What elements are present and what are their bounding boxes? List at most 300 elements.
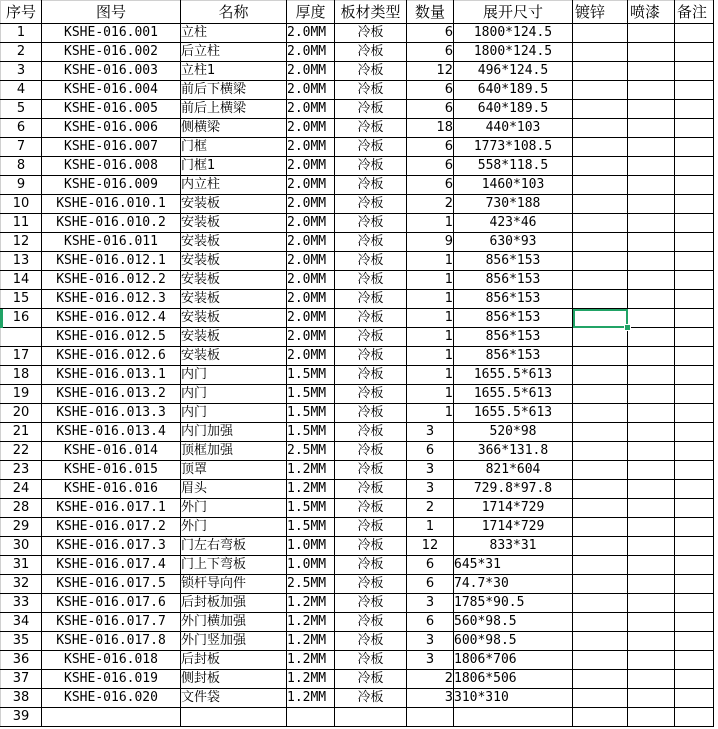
cell-size[interactable]: 856*153 xyxy=(454,347,573,366)
cell-material[interactable]: 冷板 xyxy=(335,689,407,708)
cell-qty[interactable] xyxy=(407,708,454,727)
cell-paint[interactable] xyxy=(628,613,675,632)
cell-qty[interactable]: 1 xyxy=(407,328,454,347)
cell-name[interactable]: 内门 xyxy=(181,366,287,385)
cell-thickness[interactable]: 2.0MM xyxy=(287,176,335,195)
cell-name[interactable]: 立柱 xyxy=(181,24,287,43)
cell-qty[interactable]: 6 xyxy=(407,81,454,100)
cell-remark[interactable] xyxy=(675,613,714,632)
cell-qty[interactable]: 6 xyxy=(407,138,454,157)
cell-seq[interactable]: 37 xyxy=(1,670,42,689)
cell-remark[interactable] xyxy=(675,252,714,271)
cell-seq[interactable]: 34 xyxy=(1,613,42,632)
cell-thickness[interactable]: 1.2MM xyxy=(287,594,335,613)
cell-galvanize[interactable] xyxy=(573,214,628,233)
cell-qty[interactable]: 2 xyxy=(407,499,454,518)
cell-galvanize[interactable] xyxy=(573,328,628,347)
cell-paint[interactable] xyxy=(628,423,675,442)
cell-name[interactable]: 安装板 xyxy=(181,233,287,252)
cell-qty[interactable]: 6 xyxy=(407,176,454,195)
cell-remark[interactable] xyxy=(675,708,714,727)
cell-seq[interactable]: 4 xyxy=(1,81,42,100)
cell-code[interactable]: KSHE-016.017.4 xyxy=(42,556,181,575)
cell-seq[interactable]: 38 xyxy=(1,689,42,708)
cell-remark[interactable] xyxy=(675,347,714,366)
cell-material[interactable]: 冷板 xyxy=(335,157,407,176)
cell-qty[interactable]: 6 xyxy=(407,556,454,575)
cell-paint[interactable] xyxy=(628,290,675,309)
cell-galvanize[interactable] xyxy=(573,613,628,632)
cell-qty[interactable]: 1 xyxy=(407,271,454,290)
cell-galvanize[interactable] xyxy=(573,537,628,556)
cell-material[interactable]: 冷板 xyxy=(335,233,407,252)
cell-code[interactable]: KSHE-016.013.3 xyxy=(42,404,181,423)
cell-remark[interactable] xyxy=(675,119,714,138)
cell-name[interactable]: 内立柱 xyxy=(181,176,287,195)
cell-galvanize[interactable] xyxy=(573,594,628,613)
fill-handle[interactable] xyxy=(624,324,631,331)
cell-remark[interactable] xyxy=(675,62,714,81)
cell-size[interactable]: 730*188 xyxy=(454,195,573,214)
cell-material[interactable]: 冷板 xyxy=(335,651,407,670)
header-qty[interactable]: 数量 xyxy=(407,1,454,24)
cell-remark[interactable] xyxy=(675,309,714,328)
cell-thickness[interactable]: 2.0MM xyxy=(287,81,335,100)
cell-galvanize[interactable] xyxy=(573,670,628,689)
cell-size[interactable]: 1655.5*613 xyxy=(454,404,573,423)
cell-qty[interactable]: 6 xyxy=(407,157,454,176)
cell-seq[interactable]: 3 xyxy=(1,62,42,81)
cell-remark[interactable] xyxy=(675,632,714,651)
cell-galvanize[interactable] xyxy=(573,233,628,252)
cell-galvanize[interactable] xyxy=(573,157,628,176)
cell-size[interactable]: 1460*103 xyxy=(454,176,573,195)
cell-thickness[interactable]: 1.2MM xyxy=(287,632,335,651)
cell-thickness[interactable]: 1.5MM xyxy=(287,423,335,442)
cell-thickness[interactable]: 2.0MM xyxy=(287,138,335,157)
cell-galvanize[interactable] xyxy=(573,290,628,309)
cell-seq[interactable]: 23 xyxy=(1,461,42,480)
cell-material[interactable]: 冷板 xyxy=(335,309,407,328)
cell-galvanize[interactable] xyxy=(573,385,628,404)
cell-code[interactable]: KSHE-016.017.3 xyxy=(42,537,181,556)
cell-code[interactable]: KSHE-016.007 xyxy=(42,138,181,157)
cell-galvanize[interactable] xyxy=(573,632,628,651)
cell-galvanize[interactable] xyxy=(573,423,628,442)
header-galvanize[interactable]: 镀锌 xyxy=(573,1,628,24)
cell-code[interactable]: KSHE-016.009 xyxy=(42,176,181,195)
cell-material[interactable]: 冷板 xyxy=(335,499,407,518)
cell-name[interactable]: 后封板加强 xyxy=(181,594,287,613)
cell-galvanize[interactable] xyxy=(573,81,628,100)
cell-thickness[interactable]: 2.0MM xyxy=(287,290,335,309)
cell-name[interactable]: 内门 xyxy=(181,385,287,404)
cell-name[interactable]: 安装板 xyxy=(181,309,287,328)
cell-seq[interactable]: 5 xyxy=(1,100,42,119)
cell-qty[interactable]: 9 xyxy=(407,233,454,252)
cell-size[interactable]: 833*31 xyxy=(454,537,573,556)
cell-thickness[interactable]: 1.5MM xyxy=(287,499,335,518)
cell-name[interactable]: 门框1 xyxy=(181,157,287,176)
cell-paint[interactable] xyxy=(628,366,675,385)
cell-qty[interactable]: 3 xyxy=(407,651,454,670)
header-size[interactable]: 展开尺寸 xyxy=(454,1,573,24)
cell-thickness[interactable]: 2.0MM xyxy=(287,62,335,81)
cell-galvanize[interactable] xyxy=(573,119,628,138)
cell-paint[interactable] xyxy=(628,214,675,233)
cell-remark[interactable] xyxy=(675,214,714,233)
cell-seq[interactable]: 13 xyxy=(1,252,42,271)
cell-thickness[interactable]: 2.0MM xyxy=(287,233,335,252)
cell-paint[interactable] xyxy=(628,385,675,404)
cell-material[interactable]: 冷板 xyxy=(335,176,407,195)
cell-code[interactable]: KSHE-016.012.3 xyxy=(42,290,181,309)
cell-thickness[interactable]: 1.2MM xyxy=(287,689,335,708)
cell-thickness[interactable]: 1.2MM xyxy=(287,670,335,689)
cell-galvanize[interactable] xyxy=(573,271,628,290)
cell-material[interactable]: 冷板 xyxy=(335,138,407,157)
cell-seq[interactable]: 30 xyxy=(1,537,42,556)
cell-qty[interactable]: 18 xyxy=(407,119,454,138)
cell-size[interactable]: 640*189.5 xyxy=(454,81,573,100)
header-seq[interactable]: 序号 xyxy=(1,1,42,24)
cell-remark[interactable] xyxy=(675,195,714,214)
cell-seq[interactable]: 19 xyxy=(1,385,42,404)
cell-material[interactable]: 冷板 xyxy=(335,271,407,290)
cell-remark[interactable] xyxy=(675,461,714,480)
cell-size[interactable]: 1714*729 xyxy=(454,499,573,518)
header-paint[interactable]: 喷漆 xyxy=(628,1,675,24)
cell-seq[interactable]: 10 xyxy=(1,195,42,214)
cell-name[interactable]: 门左右弯板 xyxy=(181,537,287,556)
cell-size[interactable]: 1800*124.5 xyxy=(454,24,573,43)
cell-galvanize[interactable] xyxy=(573,499,628,518)
cell-seq[interactable]: 15 xyxy=(1,290,42,309)
cell-paint[interactable] xyxy=(628,347,675,366)
cell-name[interactable]: 门框 xyxy=(181,138,287,157)
cell-material[interactable]: 冷板 xyxy=(335,461,407,480)
cell-thickness[interactable]: 2.0MM xyxy=(287,43,335,62)
cell-code[interactable]: KSHE-016.017.7 xyxy=(42,613,181,632)
cell-material[interactable]: 冷板 xyxy=(335,537,407,556)
cell-paint[interactable] xyxy=(628,24,675,43)
cell-paint[interactable] xyxy=(628,195,675,214)
cell-material[interactable]: 冷板 xyxy=(335,347,407,366)
cell-thickness[interactable]: 2.0MM xyxy=(287,271,335,290)
cell-name[interactable]: 顶罩 xyxy=(181,461,287,480)
header-material[interactable]: 板材类型 xyxy=(335,1,407,24)
cell-galvanize[interactable] xyxy=(573,480,628,499)
cell-paint[interactable] xyxy=(628,100,675,119)
cell-name[interactable]: 内门加强 xyxy=(181,423,287,442)
cell-remark[interactable] xyxy=(675,271,714,290)
cell-paint[interactable] xyxy=(628,252,675,271)
cell-paint[interactable] xyxy=(628,62,675,81)
cell-paint[interactable] xyxy=(628,309,675,328)
cell-name[interactable]: 前后下横梁 xyxy=(181,81,287,100)
cell-name[interactable]: 文件袋 xyxy=(181,689,287,708)
cell-qty[interactable]: 3 xyxy=(407,461,454,480)
cell-paint[interactable] xyxy=(628,556,675,575)
cell-galvanize[interactable] xyxy=(573,43,628,62)
cell-remark[interactable] xyxy=(675,24,714,43)
cell-galvanize[interactable] xyxy=(573,689,628,708)
cell-name[interactable]: 前后上横梁 xyxy=(181,100,287,119)
cell-galvanize[interactable] xyxy=(573,100,628,119)
cell-name[interactable]: 安装板 xyxy=(181,195,287,214)
cell-thickness[interactable] xyxy=(287,708,335,727)
cell-thickness[interactable]: 1.2MM xyxy=(287,651,335,670)
cell-size[interactable]: 558*118.5 xyxy=(454,157,573,176)
cell-remark[interactable] xyxy=(675,442,714,461)
cell-name[interactable]: 安装板 xyxy=(181,252,287,271)
cell-size[interactable]: 1806*706 xyxy=(454,651,573,670)
cell-seq[interactable]: 33 xyxy=(1,594,42,613)
cell-code[interactable]: KSHE-016.017.1 xyxy=(42,499,181,518)
cell-thickness[interactable]: 2.5MM xyxy=(287,442,335,461)
cell-thickness[interactable]: 2.0MM xyxy=(287,328,335,347)
cell-code[interactable]: KSHE-016.002 xyxy=(42,43,181,62)
cell-thickness[interactable]: 2.0MM xyxy=(287,195,335,214)
cell-qty[interactable]: 2 xyxy=(407,670,454,689)
cell-size[interactable]: 856*153 xyxy=(454,290,573,309)
cell-code[interactable]: KSHE-016.012.4 xyxy=(42,309,181,328)
cell-material[interactable]: 冷板 xyxy=(335,594,407,613)
header-thickness[interactable]: 厚度 xyxy=(287,1,335,24)
cell-remark[interactable] xyxy=(675,328,714,347)
cell-thickness[interactable]: 2.0MM xyxy=(287,214,335,233)
cell-remark[interactable] xyxy=(675,689,714,708)
cell-size[interactable]: 560*98.5 xyxy=(454,613,573,632)
cell-remark[interactable] xyxy=(675,366,714,385)
cell-seq[interactable]: 24 xyxy=(1,480,42,499)
cell-material[interactable]: 冷板 xyxy=(335,366,407,385)
cell-paint[interactable] xyxy=(628,651,675,670)
cell-size[interactable]: 440*103 xyxy=(454,119,573,138)
cell-size[interactable]: 1655.5*613 xyxy=(454,385,573,404)
cell-seq[interactable]: 1 xyxy=(1,24,42,43)
cell-size[interactable]: 520*98 xyxy=(454,423,573,442)
cell-galvanize[interactable] xyxy=(573,518,628,537)
cell-size[interactable]: 729.8*97.8 xyxy=(454,480,573,499)
cell-seq[interactable]: 14 xyxy=(1,271,42,290)
cell-seq[interactable]: 17 xyxy=(1,347,42,366)
cell-qty[interactable]: 12 xyxy=(407,62,454,81)
cell-remark[interactable] xyxy=(675,81,714,100)
cell-material[interactable] xyxy=(335,708,407,727)
cell-size[interactable]: 496*124.5 xyxy=(454,62,573,81)
cell-name[interactable]: 立柱1 xyxy=(181,62,287,81)
cell-paint[interactable] xyxy=(628,157,675,176)
cell-size[interactable]: 1785*90.5 xyxy=(454,594,573,613)
cell-code[interactable]: KSHE-016.006 xyxy=(42,119,181,138)
cell-qty[interactable]: 3 xyxy=(407,480,454,499)
cell-remark[interactable] xyxy=(675,385,714,404)
cell-code[interactable]: KSHE-016.017.2 xyxy=(42,518,181,537)
cell-seq[interactable] xyxy=(1,328,42,347)
cell-code[interactable]: KSHE-016.015 xyxy=(42,461,181,480)
cell-galvanize[interactable] xyxy=(573,366,628,385)
cell-paint[interactable] xyxy=(628,176,675,195)
cell-code[interactable]: KSHE-016.013.1 xyxy=(42,366,181,385)
cell-name[interactable]: 后封板 xyxy=(181,651,287,670)
cell-seq[interactable]: 6 xyxy=(1,119,42,138)
cell-material[interactable]: 冷板 xyxy=(335,613,407,632)
cell-thickness[interactable]: 2.0MM xyxy=(287,24,335,43)
cell-remark[interactable] xyxy=(675,670,714,689)
cell-name[interactable]: 外门竖加强 xyxy=(181,632,287,651)
cell-size[interactable]: 821*604 xyxy=(454,461,573,480)
cell-code[interactable]: KSHE-016.012.1 xyxy=(42,252,181,271)
cell-code[interactable]: KSHE-016.012.2 xyxy=(42,271,181,290)
cell-name[interactable]: 后立柱 xyxy=(181,43,287,62)
cell-name[interactable]: 内门 xyxy=(181,404,287,423)
cell-material[interactable]: 冷板 xyxy=(335,556,407,575)
cell-remark[interactable] xyxy=(675,594,714,613)
cell-seq[interactable]: 35 xyxy=(1,632,42,651)
cell-code[interactable]: KSHE-016.012.6 xyxy=(42,347,181,366)
cell-paint[interactable] xyxy=(628,271,675,290)
cell-thickness[interactable]: 2.0MM xyxy=(287,347,335,366)
cell-remark[interactable] xyxy=(675,100,714,119)
cell-qty[interactable]: 6 xyxy=(407,575,454,594)
cell-remark[interactable] xyxy=(675,233,714,252)
cell-name[interactable]: 外门 xyxy=(181,518,287,537)
cell-material[interactable]: 冷板 xyxy=(335,480,407,499)
cell-paint[interactable] xyxy=(628,575,675,594)
cell-qty[interactable]: 3 xyxy=(407,689,454,708)
cell-paint[interactable] xyxy=(628,404,675,423)
cell-thickness[interactable]: 2.0MM xyxy=(287,157,335,176)
cell-name[interactable]: 门上下弯板 xyxy=(181,556,287,575)
cell-thickness[interactable]: 1.5MM xyxy=(287,404,335,423)
cell-size[interactable]: 1655.5*613 xyxy=(454,366,573,385)
cell-code[interactable]: KSHE-016.010.1 xyxy=(42,195,181,214)
cell-paint[interactable] xyxy=(628,233,675,252)
cell-qty[interactable]: 1 xyxy=(407,518,454,537)
cell-size[interactable]: 640*189.5 xyxy=(454,100,573,119)
cell-thickness[interactable]: 2.0MM xyxy=(287,252,335,271)
cell-seq[interactable]: 22 xyxy=(1,442,42,461)
cell-paint[interactable] xyxy=(628,689,675,708)
cell-qty[interactable]: 3 xyxy=(407,632,454,651)
cell-size[interactable]: 645*31 xyxy=(454,556,573,575)
cell-thickness[interactable]: 1.2MM xyxy=(287,613,335,632)
cell-code[interactable]: KSHE-016.003 xyxy=(42,62,181,81)
cell-qty[interactable]: 1 xyxy=(407,404,454,423)
cell-seq[interactable]: 28 xyxy=(1,499,42,518)
cell-remark[interactable] xyxy=(675,480,714,499)
cell-code[interactable]: KSHE-016.017.6 xyxy=(42,594,181,613)
cell-paint[interactable] xyxy=(628,632,675,651)
cell-name[interactable] xyxy=(181,708,287,727)
cell-material[interactable]: 冷板 xyxy=(335,404,407,423)
cell-name[interactable]: 眉头 xyxy=(181,480,287,499)
cell-galvanize[interactable] xyxy=(573,24,628,43)
cell-paint[interactable] xyxy=(628,708,675,727)
cell-thickness[interactable]: 1.5MM xyxy=(287,366,335,385)
cell-galvanize[interactable] xyxy=(573,708,628,727)
cell-galvanize[interactable] xyxy=(573,461,628,480)
cell-size[interactable]: 423*46 xyxy=(454,214,573,233)
cell-name[interactable]: 安装板 xyxy=(181,328,287,347)
cell-code[interactable]: KSHE-016.005 xyxy=(42,100,181,119)
cell-size[interactable]: 74.7*30 xyxy=(454,575,573,594)
cell-galvanize[interactable] xyxy=(573,651,628,670)
cell-paint[interactable] xyxy=(628,461,675,480)
cell-name[interactable]: 外门横加强 xyxy=(181,613,287,632)
cell-qty[interactable]: 3 xyxy=(407,423,454,442)
cell-material[interactable]: 冷板 xyxy=(335,100,407,119)
cell-thickness[interactable]: 1.0MM xyxy=(287,556,335,575)
cell-paint[interactable] xyxy=(628,518,675,537)
cell-thickness[interactable]: 2.0MM xyxy=(287,309,335,328)
cell-seq[interactable]: 11 xyxy=(1,214,42,233)
cell-size[interactable] xyxy=(454,708,573,727)
selected-cell[interactable] xyxy=(573,309,628,328)
cell-material[interactable]: 冷板 xyxy=(335,385,407,404)
cell-seq[interactable]: 12 xyxy=(1,233,42,252)
cell-qty[interactable]: 6 xyxy=(407,24,454,43)
cell-material[interactable]: 冷板 xyxy=(335,252,407,271)
header-remark[interactable]: 备注 xyxy=(675,1,714,24)
cell-size[interactable]: 856*153 xyxy=(454,252,573,271)
cell-size[interactable]: 856*153 xyxy=(454,309,573,328)
cell-material[interactable]: 冷板 xyxy=(335,575,407,594)
cell-galvanize[interactable] xyxy=(573,252,628,271)
cell-qty[interactable]: 1 xyxy=(407,366,454,385)
cell-paint[interactable] xyxy=(628,43,675,62)
cell-seq[interactable]: 36 xyxy=(1,651,42,670)
cell-code[interactable]: KSHE-016.013.2 xyxy=(42,385,181,404)
cell-qty[interactable]: 12 xyxy=(407,537,454,556)
cell-material[interactable]: 冷板 xyxy=(335,442,407,461)
cell-remark[interactable] xyxy=(675,651,714,670)
cell-seq[interactable]: 31 xyxy=(1,556,42,575)
cell-paint[interactable] xyxy=(628,442,675,461)
cell-code[interactable]: KSHE-016.019 xyxy=(42,670,181,689)
cell-name[interactable]: 安装板 xyxy=(181,214,287,233)
cell-seq[interactable]: 7 xyxy=(1,138,42,157)
cell-qty[interactable]: 6 xyxy=(407,442,454,461)
cell-qty[interactable]: 1 xyxy=(407,309,454,328)
cell-material[interactable]: 冷板 xyxy=(335,290,407,309)
cell-remark[interactable] xyxy=(675,157,714,176)
cell-name[interactable]: 锁杆导向件 xyxy=(181,575,287,594)
cell-code[interactable]: KSHE-016.012.5 xyxy=(42,328,181,347)
header-name[interactable]: 名称 xyxy=(181,1,287,24)
cell-galvanize[interactable] xyxy=(573,138,628,157)
cell-seq[interactable]: 2 xyxy=(1,43,42,62)
cell-qty[interactable]: 1 xyxy=(407,347,454,366)
cell-size[interactable]: 630*93 xyxy=(454,233,573,252)
cell-name[interactable]: 安装板 xyxy=(181,290,287,309)
cell-qty[interactable]: 6 xyxy=(407,43,454,62)
cell-material[interactable]: 冷板 xyxy=(335,81,407,100)
cell-thickness[interactable]: 2.0MM xyxy=(287,119,335,138)
cell-size[interactable]: 310*310 xyxy=(454,689,573,708)
cell-code[interactable]: KSHE-016.001 xyxy=(42,24,181,43)
cell-qty[interactable]: 1 xyxy=(407,290,454,309)
cell-name[interactable]: 安装板 xyxy=(181,347,287,366)
cell-size[interactable]: 856*153 xyxy=(454,328,573,347)
cell-remark[interactable] xyxy=(675,176,714,195)
cell-code[interactable]: KSHE-016.004 xyxy=(42,81,181,100)
cell-remark[interactable] xyxy=(675,556,714,575)
cell-remark[interactable] xyxy=(675,537,714,556)
cell-material[interactable]: 冷板 xyxy=(335,632,407,651)
cell-remark[interactable] xyxy=(675,575,714,594)
